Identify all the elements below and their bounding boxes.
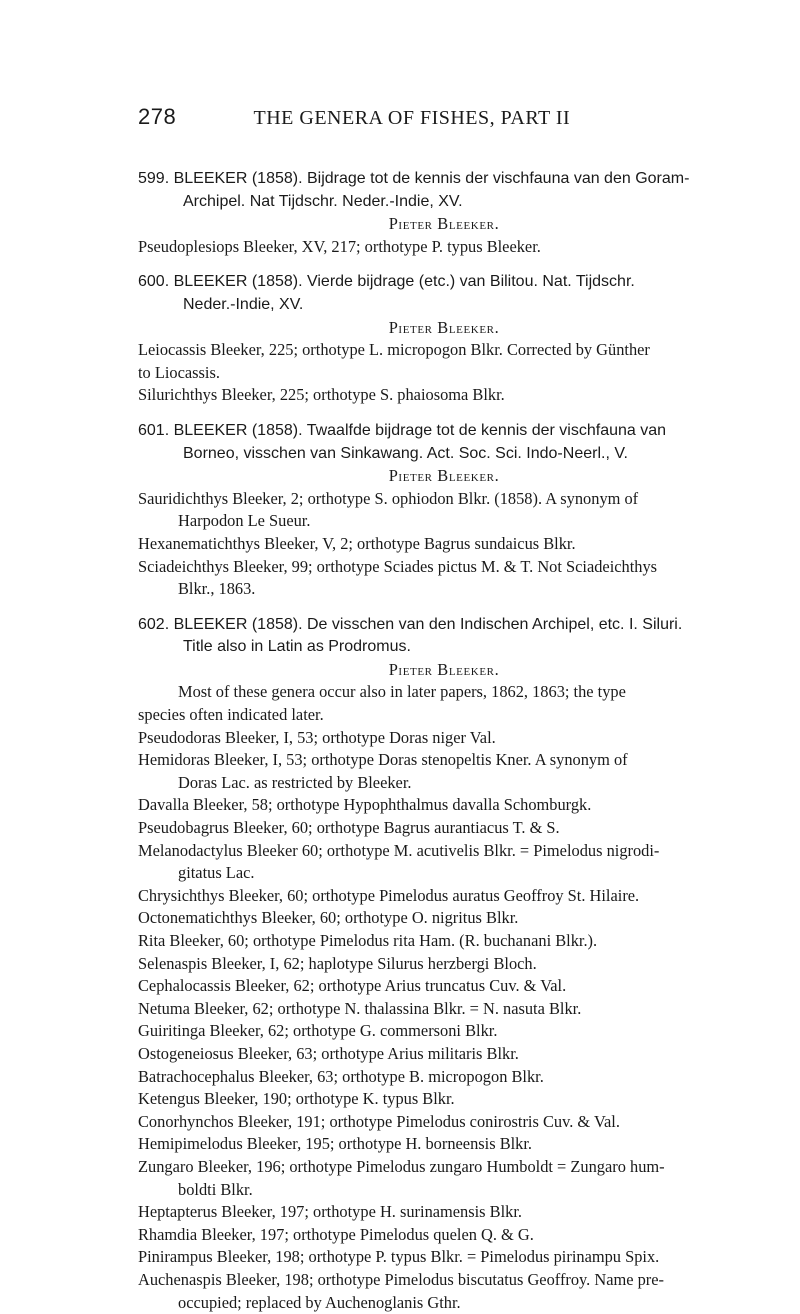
entry-author: Pieter Bleeker.	[138, 659, 750, 682]
genus-entry: Pseudoplesiops Bleeker, XV, 217; orthotype P. typus Bleeker.	[138, 236, 750, 259]
bibliography-entry	[138, 614, 750, 1314]
genus-entry-continuation: boldti Blkr.	[138, 1179, 750, 1202]
genus-entry: Auchenaspis Bleeker, 198; orthotype Pimelodus biscutatus Geoffroy. Name pre-	[138, 1269, 750, 1292]
genus-entry: Leiocassis Bleeker, 225; orthotype L. micropogon Blkr. Corrected by Günther	[138, 339, 750, 362]
genus-entry: Selenaspis Bleeker, I, 62; haplotype Silurus herzbergi Bloch.	[138, 953, 750, 976]
genus-entry: Guiritinga Bleeker, 62; orthotype G. commersoni Blkr.	[138, 1020, 750, 1043]
genus-entry: Hexanematichthys Bleeker, V, 2; orthotype Bagrus sundaicus Blkr.	[138, 533, 750, 556]
entry-author: Pieter Bleeker.	[138, 465, 750, 488]
genus-entry: Netuma Bleeker, 62; orthotype N. thalassina Blkr. = N. nasuta Blkr.	[138, 998, 750, 1021]
entry-reference-line: Neder.-Indie, XV.	[138, 294, 750, 317]
entry-reference-line: 599. BLEEKER (1858). Bijdrage tot de kennis der vischfauna van den Goram-	[138, 168, 750, 191]
genus-entry: Ketengus Bleeker, 190; orthotype K. typus Blkr.	[138, 1088, 750, 1111]
genus-entry: Heptapterus Bleeker, 197; orthotype H. surinamensis Blkr.	[138, 1201, 750, 1224]
genus-entry: Octonematichthys Bleeker, 60; orthotype O. nigritus Blkr.	[138, 907, 750, 930]
page-body	[138, 168, 750, 1314]
genus-entry: Chrysichthys Bleeker, 60; orthotype Pimelodus auratus Geoffroy St. Hilaire.	[138, 885, 750, 908]
genus-entry: Hemipimelodus Bleeker, 195; orthotype H. borneensis Blkr.	[138, 1133, 750, 1156]
genus-entry: Hemidoras Bleeker, I, 53; orthotype Doras stenopeltis Kner. A synonym of	[138, 749, 750, 772]
entry-reference-line: Title also in Latin as Prodromus.	[138, 636, 750, 659]
entry-note: Most of these genera occur also in later papers, 1862, 1863; the type	[138, 681, 750, 704]
entry-reference-line: 602. BLEEKER (1858). De visschen van den Indischen Archipel, etc. I. Siluri.	[138, 614, 750, 637]
genus-entry: Silurichthys Bleeker, 225; orthotype S. phaiosoma Blkr.	[138, 384, 750, 407]
genus-entry-continuation: occupied; replaced by Auchenoglanis Gthr.	[138, 1292, 750, 1314]
running-head: THE GENERA OF FISHES, PART II	[254, 107, 571, 130]
entry-author: Pieter Bleeker.	[138, 213, 750, 236]
genus-entry-continuation: Doras Lac. as restricted by Bleeker.	[138, 772, 750, 795]
genus-entry: Zungaro Bleeker, 196; orthotype Pimelodus zungaro Humboldt = Zungaro hum-	[138, 1156, 750, 1179]
genus-entry-continuation: to Liocassis.	[138, 362, 750, 385]
genus-entry: Batrachocephalus Bleeker, 63; orthotype B. micropogon Blkr.	[138, 1066, 750, 1089]
entry-reference-line: Archipel. Nat Tijdschr. Neder.-Indie, XV.	[138, 191, 750, 214]
genus-entry: Melanodactylus Bleeker 60; orthotype M. acutivelis Blkr. = Pimelodus nigrodi-	[138, 840, 750, 863]
genus-entry: Pseudobagrus Bleeker, 60; orthotype Bagrus aurantiacus T. & S.	[138, 817, 750, 840]
genus-entry: Cephalocassis Bleeker, 62; orthotype Arius truncatus Cuv. & Val.	[138, 975, 750, 998]
bibliography-entry	[138, 420, 750, 601]
entry-reference-line: 601. BLEEKER (1858). Twaalfde bijdrage tot de kennis der vischfauna van	[138, 420, 750, 443]
genus-entry: Pinirampus Bleeker, 198; orthotype P. typus Blkr. = Pimelodus pirinampu Spix.	[138, 1246, 750, 1269]
bibliography-entry	[138, 271, 750, 407]
genus-entry: Davalla Bleeker, 58; orthotype Hypophthalmus davalla Schomburgk.	[138, 794, 750, 817]
page-number: 278	[138, 104, 248, 130]
genus-entry: Pseudodoras Bleeker, I, 53; orthotype Doras niger Val.	[138, 727, 750, 750]
genus-entry: Sciadeichthys Bleeker, 99; orthotype Sciades pictus M. & T. Not Sciadeichthys	[138, 556, 750, 579]
genus-entry: Conorhynchos Bleeker, 191; orthotype Pimelodus conirostris Cuv. & Val.	[138, 1111, 750, 1134]
entry-author: Pieter Bleeker.	[138, 317, 750, 340]
genus-entry: Rhamdia Bleeker, 197; orthotype Pimelodus quelen Q. & G.	[138, 1224, 750, 1247]
genus-entry-continuation: Harpodon Le Sueur.	[138, 510, 750, 533]
bibliography-entry	[138, 168, 750, 258]
genus-entry: Sauridichthys Bleeker, 2; orthotype S. ophiodon Blkr. (1858). A synonym of	[138, 488, 750, 511]
genus-entry-continuation: gitatus Lac.	[138, 862, 750, 885]
entry-reference-line: Borneo, visschen van Sinkawang. Act. Soc. Sci. Indo-Neerl., V.	[138, 443, 750, 466]
genus-entry-continuation: Blkr., 1863.	[138, 578, 750, 601]
entry-reference-line: 600. BLEEKER (1858). Vierde bijdrage (etc.) van Bilitou. Nat. Tijdschr.	[138, 271, 750, 294]
genus-entry: Rita Bleeker, 60; orthotype Pimelodus rita Ham. (R. buchanani Blkr.).	[138, 930, 750, 953]
genus-entry: Ostogeneiosus Bleeker, 63; orthotype Arius militaris Blkr.	[138, 1043, 750, 1066]
page-header	[138, 104, 740, 130]
entry-note: species often indicated later.	[138, 704, 750, 727]
